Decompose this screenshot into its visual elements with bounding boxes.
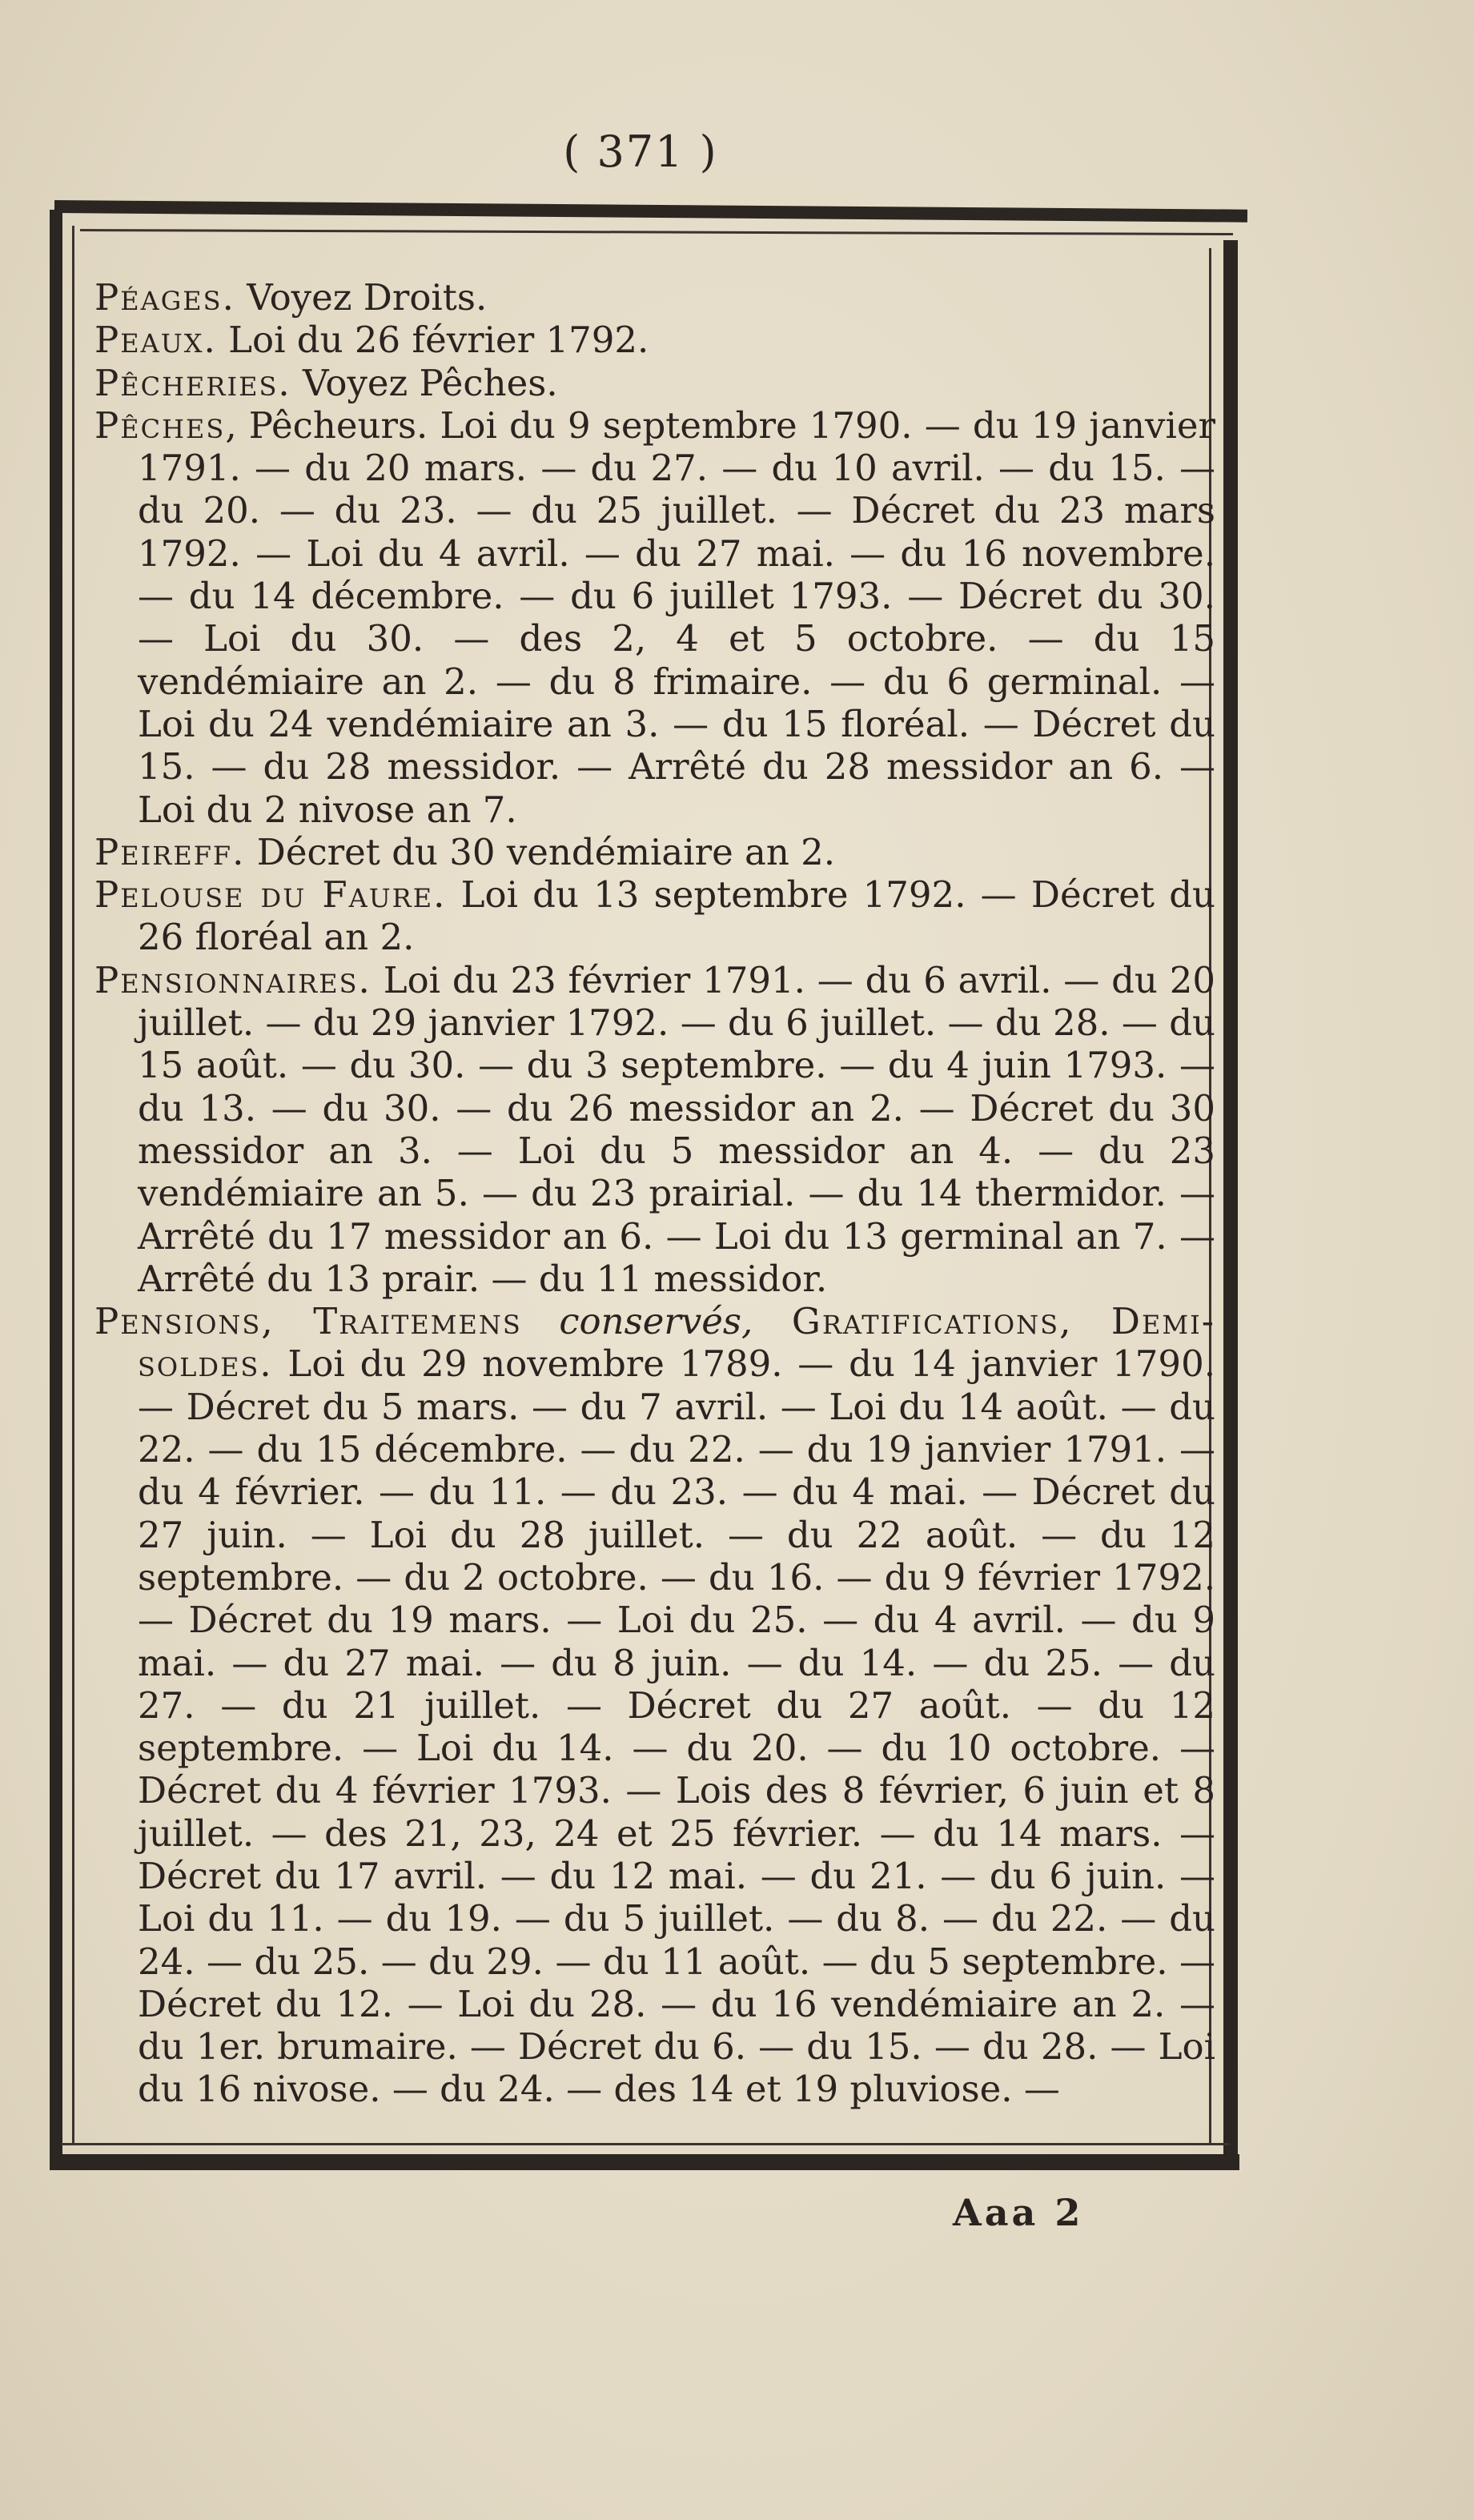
entry-headword: Pêcheries. [94, 361, 291, 404]
frame-rule-top [80, 229, 1233, 235]
entry-text: , Pêcheurs. Loi du 9 septembre 1790. — du 19 janvier 1791. — du 20 mars. — du 27. — du 10 avril. — du 15. — du 20. — du 23. — du 25 juillet. — Décret du 23 mars 1792. — Loi du 4 avril. — du 27 mai. — du 16 novembre. — du 14 décembre. — du 6 juillet 1793. — Décret du 30. — Loi du 30. — des 2, 4 et 5 octobre. — du 15 vendémiaire an 2. — du 8 frimaire. — du 6 germinal. — Loi du 24 vendémiaire an 3. — du 15 floréal. — Décret du 15. — du 28 messidor. — Arrêté du 28 messidor an 6. — Loi du 2 nivose an 7. [138, 403, 1215, 831]
entry-pensions [94, 1300, 1215, 2111]
entry-peages [94, 276, 1215, 319]
entry-headword-italic: conservés, [521, 1300, 753, 1343]
frame-border-right [1223, 240, 1238, 2170]
entry-headword: Pêches [94, 403, 226, 447]
entry-pecheries [94, 362, 1215, 404]
entry-text: Voyez Pêches. [291, 361, 558, 404]
entry-peaux [94, 319, 1215, 361]
entry-headword-rest: Gratifications, Demi-soldes. [138, 1300, 1215, 1386]
entry-headword: Pensions, Traitemens [94, 1300, 522, 1343]
entry-peches [94, 404, 1215, 831]
entry-text: Voyez Droits. [235, 276, 488, 319]
entry-peireff [94, 831, 1215, 873]
page-number: ( 371 ) [563, 126, 718, 177]
index-entries [94, 276, 1215, 2111]
frame-border-bottom [54, 2154, 1239, 2170]
signature-mark: Aaa 2 [953, 2191, 1084, 2234]
entry-text: Loi du 23 février 1791. — du 6 avril. — du 20 juillet. — du 29 janvier 1792. — du 6 juillet. — du 28. — du 15 août. — du 30. — du 3 septembre. — du 4 juin 1793. — du 13. — du 30. — du 26 messidor an 2. — Décret du 30 messidor an 3. — Loi du 5 messidor an 4. — du 23 vendémiaire an 5. — du 23 prairial. — du 14 thermidor. — Arrêté du 17 messidor an 6. — Loi du 13 germinal an 7. — Arrêté du 13 prair. — du 11 messidor. [138, 958, 1215, 1300]
frame-rule-left [72, 226, 74, 2143]
entry-text: Loi du 29 novembre 1789. — du 14 janvier 1790. — Décret du 5 mars. — du 7 avril. — Loi du 14 août. — du 22. — du 15 décembre. — du 22. — du 19 janvier 1791. — du 4 février. — du 11. — du 23. — du 4 mai. — Décret du 27 juin. — Loi du 28 juillet. — du 22 août. — du 12 septembre. — du 2 octobre. — du 16. — du 9 février 1792. — Décret du 19 mars. — Loi du 25. — du 4 avril. — du 9 mai. — du 27 mai. — du 8 juin. — du 14. — du 25. — du 27. — du 21 juillet. — Décret du 27 août. — du 12 septembre. — Loi du 14. — du 20. — du 10 octobre. — Décret du 4 février 1793. — Lois des 8 février, 6 juin et 8 juillet. — des 21, 23, 24 et 25 février. — du 14 mars. — Décret du 17 avril. — du 12 mai. — du 21. — du 6 juin. — Loi du 11. — du 19. — du 5 juillet. — du 8. — du 22. — du 24. — du 25. — du 29. — du 11 août. — du 5 septembre. — Décret du 12. — Loi du 28. — du 16 vendémiaire an 2. — du 1er. brumaire. — Décret du 6. — du 15. — du 28. — Loi du 16 nivose. — du 24. — des 14 et 19 pluviose. — [138, 1342, 1215, 2111]
entry-text: Loi du 13 septembre 1792. — Décret du 26 floréal an 2. [138, 873, 1215, 959]
frame-border-left [50, 210, 62, 2170]
entry-headword: Pensionnaires. [94, 958, 372, 1001]
entry-headword: Peaux. [94, 319, 217, 362]
frame-border-top [54, 200, 1247, 223]
entry-headword: Pelouse du Faure. [94, 873, 447, 917]
frame-rule-bottom [61, 2143, 1230, 2145]
entry-text: Décret du 30 vendémiaire an 2. [245, 830, 836, 873]
entry-pelouse-du-faure [94, 873, 1215, 959]
entry-headword: Péages. [94, 276, 235, 319]
entry-pensionnaires [94, 959, 1215, 1300]
entry-headword: Peireff. [94, 830, 246, 873]
entry-text: Loi du 26 février 1792. [216, 319, 649, 362]
